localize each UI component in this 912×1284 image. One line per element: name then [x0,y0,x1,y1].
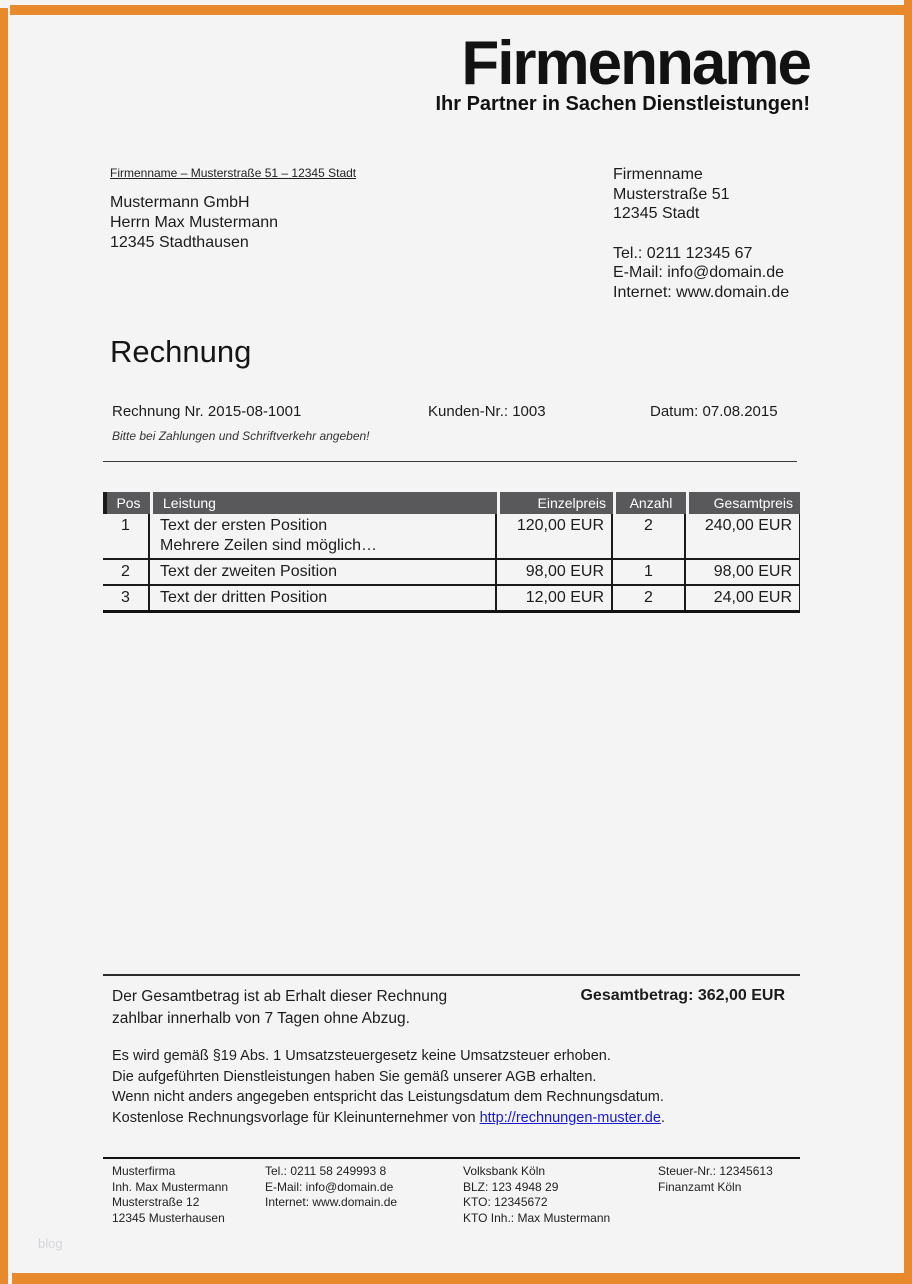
customer-number: Kunden-Nr.: 1003 [428,403,546,420]
cell-einzelpreis: 98,00 EUR [497,560,613,584]
logo-tagline: Ihr Partner in Sachen Dienstleistungen! [435,93,810,115]
header-gesamtpreis: Gesamtpreis [689,492,800,514]
cell-leistung: Text der zweiten Position [150,560,497,584]
divider-above-total [103,974,800,976]
footer-tax-column [658,1164,773,1195]
cell-einzelpreis: 12,00 EUR [497,586,613,610]
company-email: E-Mail: info@domain.de [613,264,784,281]
footer-bank-holder: KTO Inh.: Max Mustermann [463,1210,611,1225]
company-city: 12345 Stadt [613,205,700,222]
cell-gesamtpreis: 98,00 EUR [686,560,800,584]
footer-divider [103,1157,800,1159]
footer-company-name: Musterfirma [112,1164,176,1178]
footer-tax-office: Finanzamt Köln [658,1179,742,1194]
footer-bank-account: KTO: 12345672 [463,1195,548,1209]
company-website: Internet: www.domain.de [613,283,790,301]
template-source-link[interactable]: http://rechnungen-muster.de [479,1109,661,1126]
footer-company-city: 12345 Musterhausen [112,1210,225,1225]
header-anzahl: Anzahl [616,492,686,514]
invoice-date: Datum: 07.08.2015 [650,403,778,420]
cell-anzahl: 2 [613,586,686,610]
recipient-contact: Herrn Max Mustermann [110,214,279,231]
cell-pos: 3 [103,586,150,610]
payment-terms [112,986,447,1030]
cell-pos: 1 [103,514,150,558]
scan-frame-left [0,8,8,1284]
table-header-row [103,492,800,514]
legal-line1: Es wird gemäß §19 Abs. 1 Umsatzsteuergesetz keine Umsatzsteuer erhoben. [112,1048,611,1064]
grand-total: Gesamtbetrag: 362,00 EUR [580,987,785,1004]
logo-company-name: Firmenname [461,29,810,98]
payment-terms-line2: zahlbar innerhalb von 7 Tagen ohne Abzug. [112,1010,410,1027]
cell-leistung: Text der dritten Position [150,586,497,610]
cell-leistung [150,514,497,558]
scan-frame-right [904,0,912,1284]
scan-watermark: blog [38,1236,63,1251]
cell-gesamtpreis: 240,00 EUR [686,514,800,558]
legal-line2: Die aufgeführten Dienstleistungen haben Sie gemäß unserer AGB erhalten. [112,1068,597,1085]
footer-bank-blz: BLZ: 123 4948 29 [463,1179,559,1194]
payment-reference-note: Bitte bei Zahlungen und Schriftverkehr angeben! [112,429,370,443]
legal-line3: Wenn nicht anders angegeben entspricht das Leistungsdatum dem Rechnungsdatum. [112,1089,664,1105]
company-street: Musterstraße 51 [613,185,730,203]
page-title: Rechnung [110,334,252,369]
invoice-number: Rechnung Nr. 2015-08-1001 [112,403,302,420]
recipient-address-block [110,193,278,253]
header-pos: Pos [107,492,150,514]
sender-return-address: Firmenname – Musterstraße 51 – 12345 Stadt [110,166,357,180]
payment-terms-line1: Der Gesamtbetrag ist ab Erhalt dieser Rechnung [112,988,448,1005]
table-row [103,584,800,610]
header-leistung: Leistung [153,492,497,514]
leistung-line1: Text der ersten Position [160,517,328,534]
scan-frame-top [10,5,912,15]
footer-company-column [112,1164,228,1226]
scan-frame-bottom [12,1273,912,1284]
company-phone: Tel.: 0211 12345 67 [613,244,753,262]
footer-tax-number: Steuer-Nr.: 12345613 [658,1164,773,1178]
recipient-city: 12345 Stadthausen [110,234,249,251]
cell-gesamtpreis: 24,00 EUR [686,586,800,610]
legal-line4-prefix: Kostenlose Rechnungsvorlage für Kleinunternehmer von [112,1109,480,1126]
company-logo [435,29,810,115]
spacer [613,224,789,244]
footer-contact-column [265,1164,397,1211]
footer-bank-column [463,1164,610,1226]
cell-einzelpreis: 120,00 EUR [497,514,613,558]
table-row [103,514,800,558]
legal-line4 [112,1108,665,1129]
leistung-line2: Mehrere Zeilen sind möglich… [160,537,377,554]
line-items-table [103,492,800,613]
header-einzelpreis: Einzelpreis [500,492,613,514]
footer-website: Internet: www.domain.de [265,1195,398,1209]
footer-bank-name: Volksbank Köln [463,1164,546,1178]
footer-company-owner: Inh. Max Mustermann [112,1179,229,1194]
divider-above-table [103,461,797,462]
company-contact-block [613,165,789,302]
cell-anzahl: 1 [613,560,686,584]
recipient-name: Mustermann GmbH [110,194,250,211]
legal-line4-suffix: . [660,1109,665,1126]
footer-company-street: Musterstraße 12 [112,1195,200,1209]
footer-email: E-Mail: info@domain.de [265,1179,394,1194]
footer-phone: Tel.: 0211 58 249993 8 [265,1164,387,1178]
cell-anzahl: 2 [613,514,686,558]
cell-pos: 2 [103,560,150,584]
table-row [103,558,800,584]
company-name: Firmenname [613,166,703,183]
legal-notes [112,1046,665,1128]
